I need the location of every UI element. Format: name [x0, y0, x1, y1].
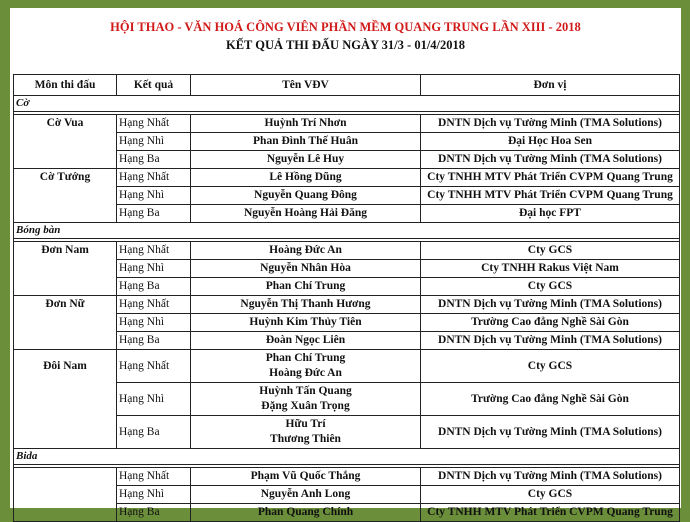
rank-cell: Hạng Ba [117, 151, 191, 169]
unit-cell: DNTN Dịch vụ Tường Minh (TMA Solutions) [421, 468, 680, 486]
table-row [14, 332, 680, 350]
athlete-cell: Lê Hồng Dũng [191, 169, 421, 187]
unit-cell: Trường Cao đẳng Nghề Sài Gòn [421, 314, 680, 332]
rank-cell: Hạng Ba [117, 205, 191, 223]
event-label: Đơn Nam [14, 242, 117, 260]
group-row-bida [14, 449, 680, 465]
athlete-cell: Đoàn Ngọc Liên [191, 332, 421, 350]
unit-cell: Đại Học Hoa Sen [421, 133, 680, 151]
table-row [14, 314, 680, 332]
rank-cell: Hạng Ba [117, 332, 191, 350]
athlete-cell: Nguyễn Hoàng Hải Đăng [191, 205, 421, 223]
table-row [14, 416, 680, 449]
athlete-name: Thương Thiên [270, 433, 341, 445]
unit-cell: Trường Cao đẳng Nghề Sài Gòn [421, 383, 680, 416]
unit-cell: DNTN Dịch vụ Tường Minh (TMA Solutions) [421, 332, 680, 350]
athlete-cell: Nguyễn Quang Đông [191, 187, 421, 205]
unit-cell: DNTN Dịch vụ Tường Minh (TMA Solutions) [421, 416, 680, 449]
rank-cell: Hạng Ba [117, 416, 191, 449]
table-row [14, 504, 680, 522]
athlete-cell: Phan Chí Trung [191, 278, 421, 296]
header-result: Kết quả [117, 75, 191, 96]
header-unit: Đơn vị [421, 75, 680, 96]
athlete-cell [191, 383, 421, 416]
athlete-cell: Phan Đình Thế Huân [191, 133, 421, 151]
table-row [14, 260, 680, 278]
unit-cell: DNTN Dịch vụ Tường Minh (TMA Solutions) [421, 151, 680, 169]
athlete-cell: Huỳnh Kim Thủy Tiên [191, 314, 421, 332]
event-label: Cờ Tướng [14, 169, 117, 187]
rank-cell: Hạng Nhất [117, 242, 191, 260]
group-row-co [14, 96, 680, 112]
rank-cell: Hạng Nhất [117, 169, 191, 187]
athlete-cell: Nguyễn Lê Huy [191, 151, 421, 169]
rank-cell: Hạng Nhì [117, 314, 191, 332]
athlete-cell: Nguyễn Nhân Hòa [191, 260, 421, 278]
rank-cell: Hạng Nhất [117, 468, 191, 486]
athlete-cell: Nguyễn Anh Long [191, 486, 421, 504]
table-row [14, 278, 680, 296]
event-label: Cờ Vua [14, 115, 117, 133]
rank-cell: Hạng Nhì [117, 187, 191, 205]
page-subtitle: KẾT QUẢ THI ĐẤU NGÀY 31/3 - 01/4/2018 [225, 38, 466, 52]
rank-cell: Hạng Ba [117, 504, 191, 522]
unit-cell: Cty TNHH MTV Phát Triển CVPM Quang Trung [421, 504, 680, 522]
athlete-name: Đặng Xuân Trọng [261, 400, 350, 412]
group-label: Bóng bàn [14, 223, 680, 239]
athlete-cell: Nguyễn Thị Thanh Hương [191, 296, 421, 314]
rank-cell: Hạng Nhì [117, 133, 191, 151]
table-header-row [14, 75, 680, 96]
unit-cell: DNTN Dịch vụ Tường Minh (TMA Solutions) [421, 115, 680, 133]
athlete-name: Hoàng Đức An [269, 367, 342, 379]
unit-cell: Đại học FPT [421, 205, 680, 223]
rank-cell: Hạng Nhì [117, 383, 191, 416]
table-row [14, 242, 680, 260]
table-row [14, 115, 680, 133]
rank-cell: Hạng Nhì [117, 260, 191, 278]
athlete-cell: Phạm Vũ Quốc Thắng [191, 468, 421, 486]
unit-cell: Cty GCS [421, 486, 680, 504]
athlete-cell: Phan Quang Chính [191, 504, 421, 522]
table-row [14, 296, 680, 314]
results-sheet [10, 8, 681, 518]
unit-cell: Cty GCS [421, 350, 680, 383]
event-label: Đôi Nam [14, 350, 117, 383]
rank-cell: Hạng Nhất [117, 296, 191, 314]
table-row [14, 350, 680, 383]
unit-cell: DNTN Dịch vụ Tường Minh (TMA Solutions) [421, 296, 680, 314]
unit-cell: Cty TNHH MTV Phát Triển CVPM Quang Trung [421, 169, 680, 187]
table-row [14, 383, 680, 416]
unit-cell: Cty GCS [421, 278, 680, 296]
table-row [14, 151, 680, 169]
rank-cell: Hạng Nhất [117, 115, 191, 133]
table-row [14, 169, 680, 187]
unit-cell: Cty TNHH Rakus Việt Nam [421, 260, 680, 278]
athlete-cell: Hoàng Đức An [191, 242, 421, 260]
athlete-cell: Huỳnh Trí Nhơn [191, 115, 421, 133]
table-row [14, 133, 680, 151]
rank-cell: Hạng Nhì [117, 486, 191, 504]
athlete-name: Hữu Trí [285, 418, 326, 430]
rank-cell: Hạng Nhất [117, 350, 191, 383]
athlete-name: Phan Chí Trung [265, 352, 346, 364]
athlete-cell [191, 350, 421, 383]
unit-cell: Cty TNHH MTV Phát Triển CVPM Quang Trung [421, 187, 680, 205]
table-row [14, 205, 680, 223]
table-row [14, 468, 680, 486]
group-label: Bida [14, 449, 680, 465]
header-event: Môn thi đấu [14, 75, 117, 96]
page-title: HỘI THAO - VĂN HOÁ CÔNG VIÊN PHẦN MỀM QUANG TRUNG LẦN XIII - 2018 [110, 20, 581, 34]
table-row [14, 486, 680, 504]
group-row-bongban [14, 223, 680, 239]
athlete-cell [191, 416, 421, 449]
unit-cell: Cty GCS [421, 242, 680, 260]
table-row [14, 187, 680, 205]
athlete-name: Huỳnh Tấn Quang [259, 385, 352, 397]
results-table [13, 74, 680, 522]
header-athlete: Tên VĐV [191, 75, 421, 96]
event-label: Đơn Nữ [14, 296, 117, 314]
rank-cell: Hạng Ba [117, 278, 191, 296]
group-label: Cờ [14, 96, 680, 112]
